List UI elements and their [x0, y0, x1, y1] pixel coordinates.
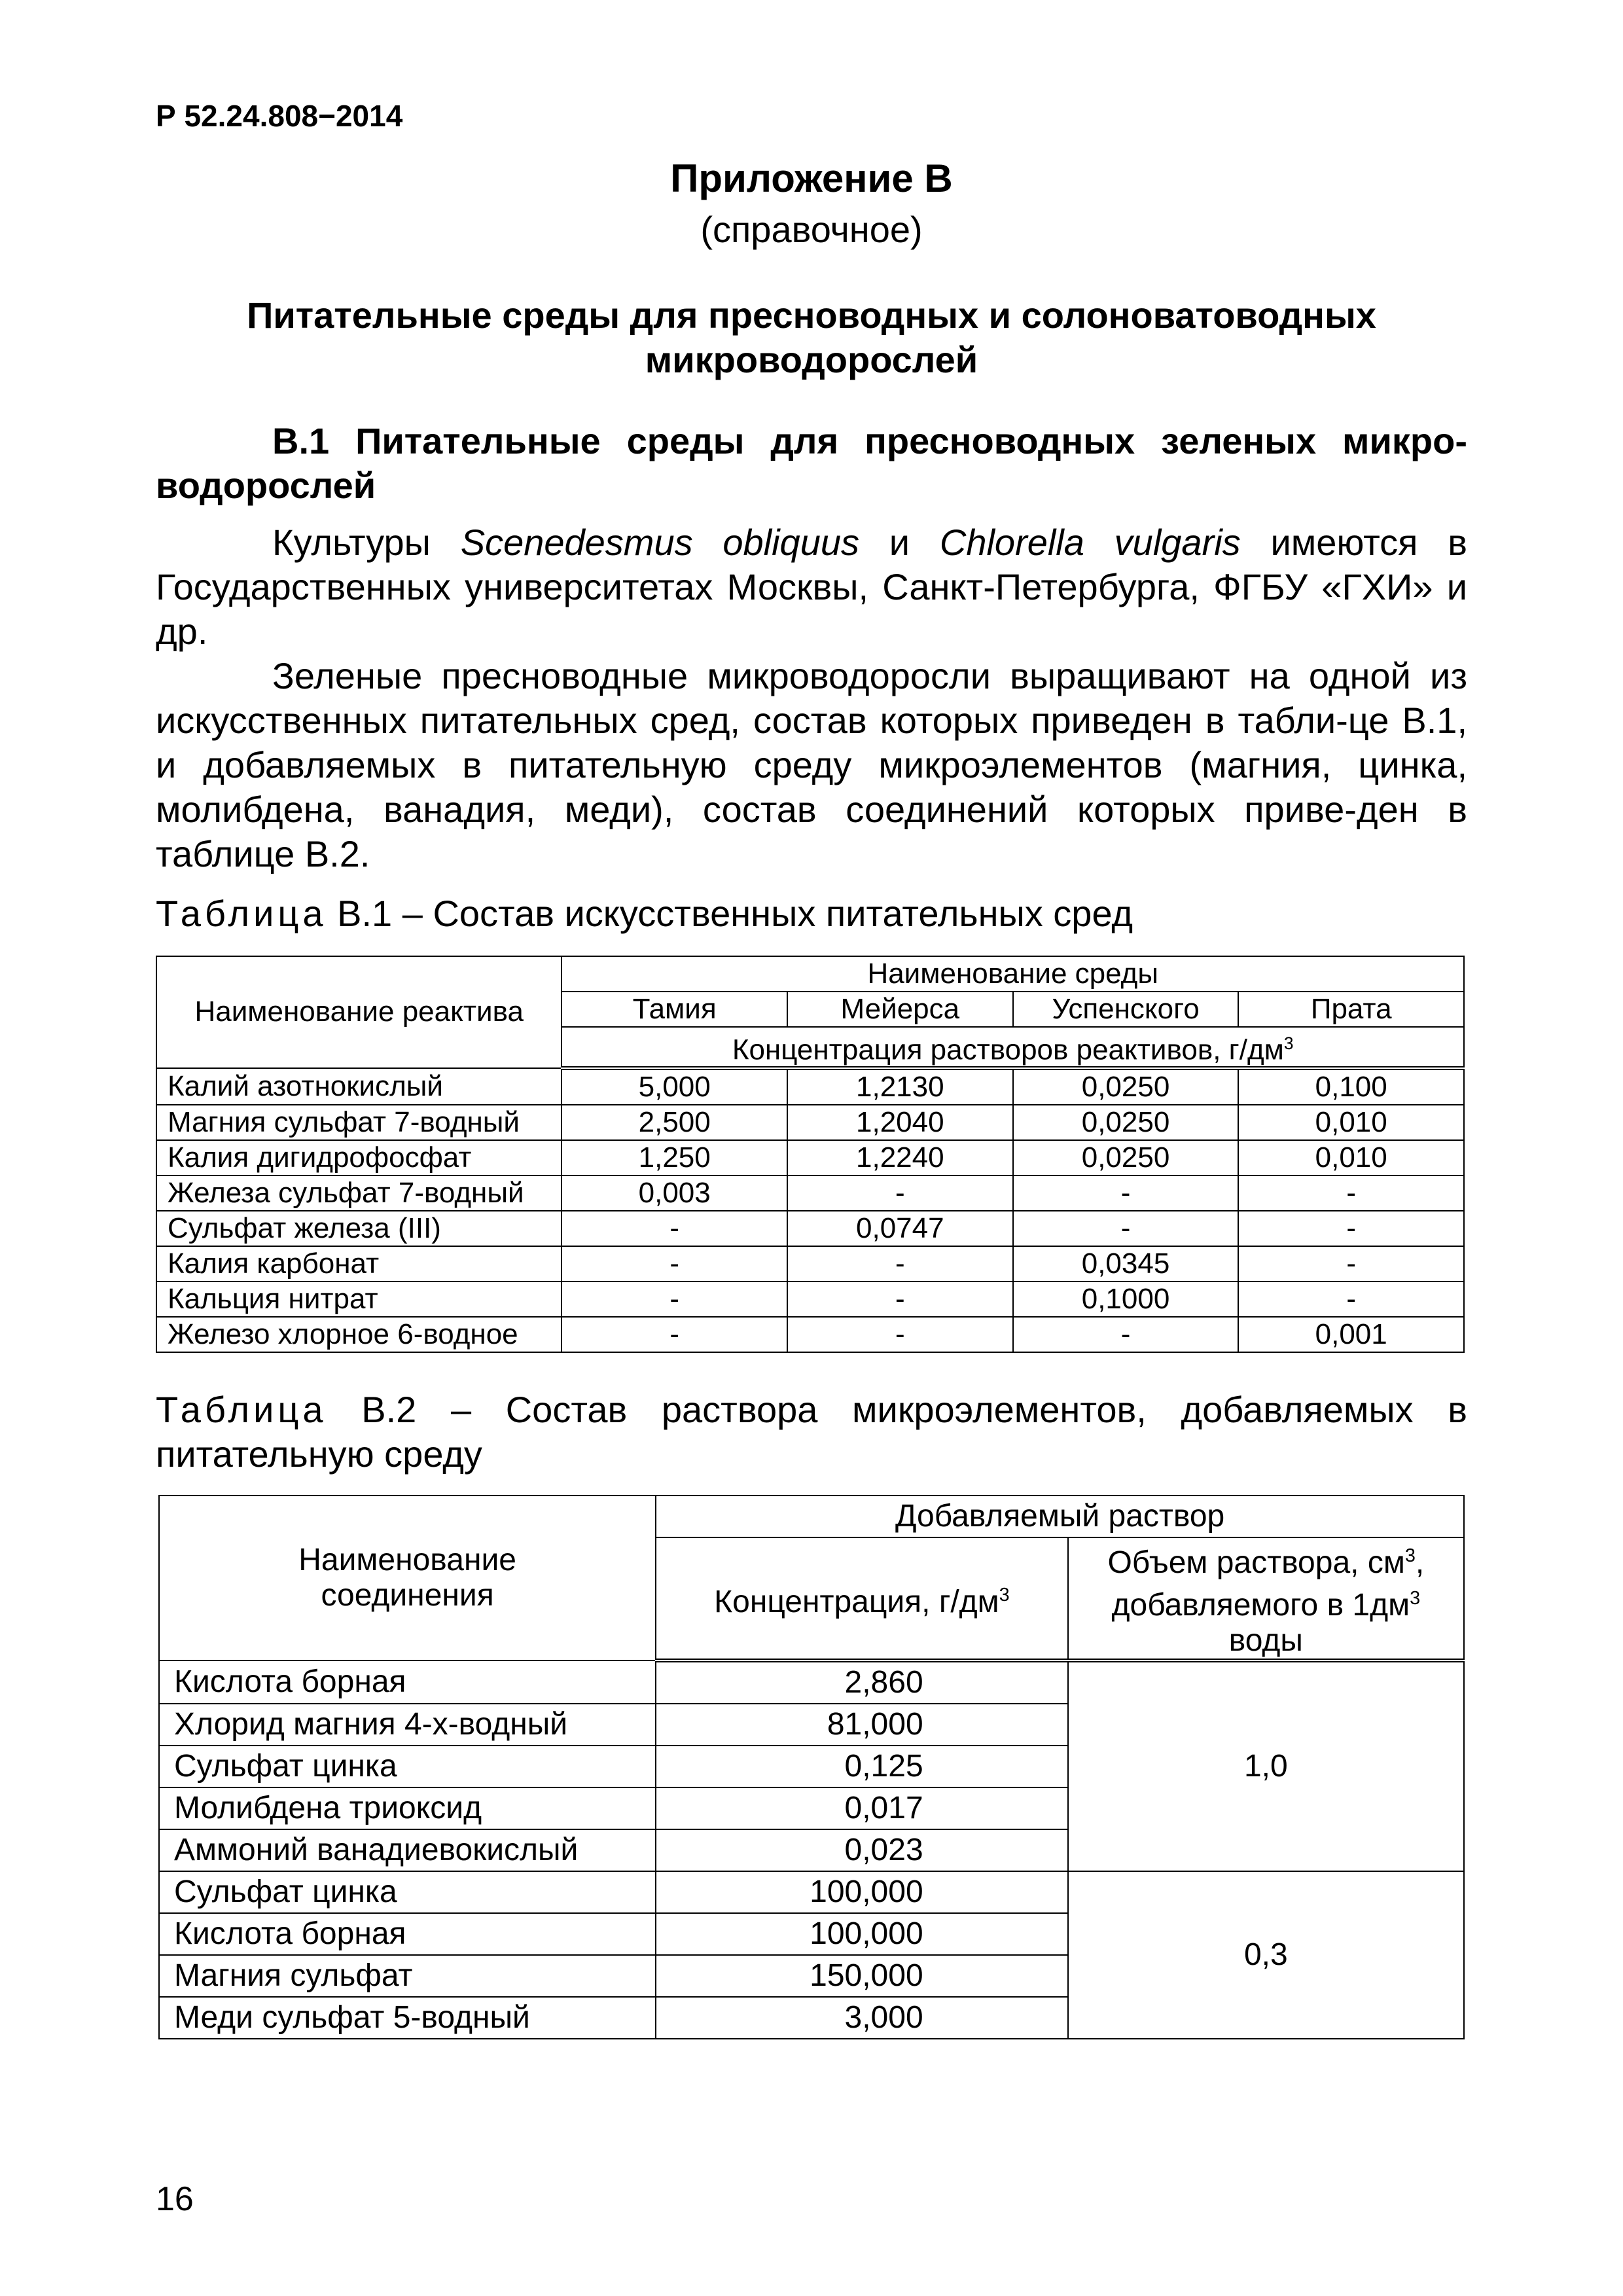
- microelements-table: [158, 1495, 1465, 2039]
- units-header: [562, 1027, 1464, 1068]
- concentration-value: -: [1238, 1282, 1464, 1317]
- reagent-column-header: Наименование реактива: [156, 956, 562, 1068]
- header-line: Наименование: [298, 1543, 516, 1577]
- paragraph-text: и: [859, 522, 940, 563]
- concentration-value: -: [787, 1282, 1013, 1317]
- species-name: Chlorella vulgaris: [939, 522, 1241, 563]
- concentration-value: 1,2040: [787, 1105, 1013, 1140]
- page-heading: [156, 293, 1467, 382]
- concentration-value: 100,000: [656, 1913, 1067, 1955]
- reagent-name: Магния сульфат 7-водный: [156, 1105, 562, 1140]
- concentration-value: 0,003: [562, 1175, 787, 1211]
- paragraph-text: Культуры: [272, 522, 461, 563]
- concentration-value: 0,100: [1238, 1068, 1464, 1105]
- units-text: Концентрация растворов реактивов, г/дм: [732, 1033, 1284, 1066]
- header-superscript: 3: [1404, 1545, 1416, 1566]
- reagent-name: Калия карбонат: [156, 1246, 562, 1282]
- reagent-name: Сульфат железа (III): [156, 1211, 562, 1246]
- concentration-value: 0,0747: [787, 1211, 1013, 1246]
- header-text: ,: [1415, 1545, 1425, 1580]
- volume-header: [1068, 1537, 1464, 1660]
- compound-name: Магния сульфат: [159, 1955, 656, 1997]
- reagent-name: Железо хлорное 6-водное: [156, 1317, 562, 1352]
- concentration-value: 0,023: [656, 1829, 1067, 1871]
- header-text: Объем раствора, см: [1107, 1545, 1405, 1580]
- concentration-value: -: [1238, 1211, 1464, 1246]
- concentration-value: 0,010: [1238, 1140, 1464, 1175]
- concentration-value: 100,000: [656, 1871, 1067, 1913]
- table-row: [156, 1246, 1464, 1282]
- compound-name: Хлорид магния 4-х-водный: [159, 1704, 656, 1746]
- page-heading-line1: Питательные среды для пресноводных и солоноватоводных: [247, 295, 1376, 336]
- compound-name: Меди сульфат 5-водный: [159, 1997, 656, 2039]
- media-name: Мейерса: [787, 992, 1013, 1027]
- volume-value: 0,3: [1068, 1871, 1464, 2039]
- concentration-value: -: [787, 1317, 1013, 1352]
- section-heading: [156, 419, 1467, 508]
- concentration-value: 0,017: [656, 1787, 1067, 1829]
- paragraph-media: [156, 654, 1467, 876]
- paragraph-text: имеются в Государственных университетах Москвы, Санкт-Петербурга, ФГБУ «ГХИ» и др.: [156, 522, 1468, 652]
- concentration-value: 2,500: [562, 1105, 787, 1140]
- media-name: Тамия: [562, 992, 787, 1027]
- table-row: [156, 1282, 1464, 1317]
- media-name: Успенского: [1013, 992, 1239, 1027]
- concentration-value: -: [1013, 1317, 1239, 1352]
- concentration-value: -: [562, 1317, 787, 1352]
- concentration-value: 0,0250: [1013, 1105, 1239, 1140]
- table2-caption: [156, 1388, 1467, 1477]
- compound-name: Сульфат цинка: [159, 1746, 656, 1787]
- table-row: [156, 1211, 1464, 1246]
- reagent-name: Кальция нитрат: [156, 1282, 562, 1317]
- appendix-title: Приложение В: [670, 156, 953, 200]
- page-number: 16: [156, 2180, 194, 2218]
- concentration-value: -: [1013, 1175, 1239, 1211]
- concentration-value: -: [562, 1282, 787, 1317]
- added-solution-header: Добавляемый раствор: [656, 1496, 1464, 1537]
- compound-name: Кислота борная: [159, 1660, 656, 1704]
- concentration-value: 150,000: [656, 1955, 1067, 1997]
- header-line: воды: [1228, 1623, 1303, 1658]
- reagent-name: Калия дигидрофосфат: [156, 1140, 562, 1175]
- concentration-value: 0,0345: [1013, 1246, 1239, 1282]
- table-row: [156, 1175, 1464, 1211]
- header-superscript: 3: [999, 1584, 1010, 1605]
- reagent-name: Калий азотнокислый: [156, 1068, 562, 1105]
- table-row: [159, 1871, 1464, 1913]
- media-column-header: Наименование среды: [562, 956, 1464, 992]
- header-line: соединения: [321, 1578, 494, 1613]
- table-row: [156, 1105, 1464, 1140]
- concentration-value: 0,0250: [1013, 1140, 1239, 1175]
- table1-body: [156, 1068, 1464, 1352]
- concentration-value: 0,1000: [1013, 1282, 1239, 1317]
- caption-label: Таблица: [156, 1389, 327, 1430]
- concentration-value: 0,001: [1238, 1317, 1464, 1352]
- media-name: Прата: [1238, 992, 1464, 1027]
- concentration-value: 1,2240: [787, 1140, 1013, 1175]
- header-line: [1074, 1581, 1458, 1623]
- paragraph-cultures: [156, 520, 1467, 654]
- caption-text: В.1 – Состав искусственных питательных сред: [337, 893, 1133, 934]
- header-superscript: 3: [1410, 1588, 1421, 1609]
- reagent-name: Железа сульфат 7-водный: [156, 1175, 562, 1211]
- concentration-value: -: [1238, 1246, 1464, 1282]
- compound-name: Аммоний ванадиевокислый: [159, 1829, 656, 1871]
- concentration-value: -: [1238, 1175, 1464, 1211]
- species-name: Scenedesmus obliquus: [460, 522, 859, 563]
- appendix-subtitle: (справочное): [700, 209, 923, 250]
- compound-name: Молибдена триоксид: [159, 1787, 656, 1829]
- concentration-value: -: [787, 1175, 1013, 1211]
- header-line: [1074, 1538, 1458, 1581]
- header-text: Концентрация, г/дм: [714, 1584, 999, 1619]
- page-heading-line2: микроводорослей: [645, 339, 978, 380]
- caption-text: В.2 – Состав раствора микроэлементов, добавляемых в питательную среду: [156, 1389, 1467, 1475]
- concentration-value: 3,000: [656, 1997, 1067, 2039]
- concentration-value: -: [562, 1246, 787, 1282]
- table2-body: [159, 1660, 1464, 2039]
- document-number: Р 52.24.808−2014: [156, 99, 403, 133]
- table1-caption: [156, 891, 1467, 936]
- caption-label: Таблица: [156, 893, 327, 934]
- concentration-value: 1,250: [562, 1140, 787, 1175]
- table-row: [159, 1660, 1464, 1704]
- concentration-value: -: [562, 1211, 787, 1246]
- concentration-value: -: [787, 1246, 1013, 1282]
- compound-column-header: [159, 1496, 656, 1660]
- compound-name: Кислота борная: [159, 1913, 656, 1955]
- concentration-value: 0,010: [1238, 1105, 1464, 1140]
- paragraph-text: Зеленые пресноводные микроводоросли выращивают на одной из искусственных питательных сред, состав которых приведен в табли-це В.1, и добавляемых в питательную среду микроэлементов (магния, цинка, молибдена, ванадия, меди), состав соединений которых приве-ден в таблице В.2.: [156, 655, 1467, 874]
- concentration-value: 1,2130: [787, 1068, 1013, 1105]
- concentration-value: 0,0250: [1013, 1068, 1239, 1105]
- table-row: [156, 1317, 1464, 1352]
- concentration-header: [656, 1537, 1067, 1660]
- concentration-value: -: [1013, 1211, 1239, 1246]
- concentration-value: 81,000: [656, 1704, 1067, 1746]
- compound-name: Сульфат цинка: [159, 1871, 656, 1913]
- header-text: добавляемого в 1дм: [1111, 1588, 1410, 1623]
- media-composition-table: [156, 956, 1465, 1353]
- concentration-value: 5,000: [562, 1068, 787, 1105]
- volume-value: 1,0: [1068, 1660, 1464, 1871]
- concentration-value: 2,860: [656, 1660, 1067, 1704]
- table-row: [156, 1140, 1464, 1175]
- concentration-value: 0,125: [656, 1746, 1067, 1787]
- section-title: В.1 Питательные среды для пресноводных зеленых микро-водорослей: [156, 420, 1467, 506]
- units-superscript: 3: [1283, 1033, 1294, 1053]
- table-row: [156, 1068, 1464, 1105]
